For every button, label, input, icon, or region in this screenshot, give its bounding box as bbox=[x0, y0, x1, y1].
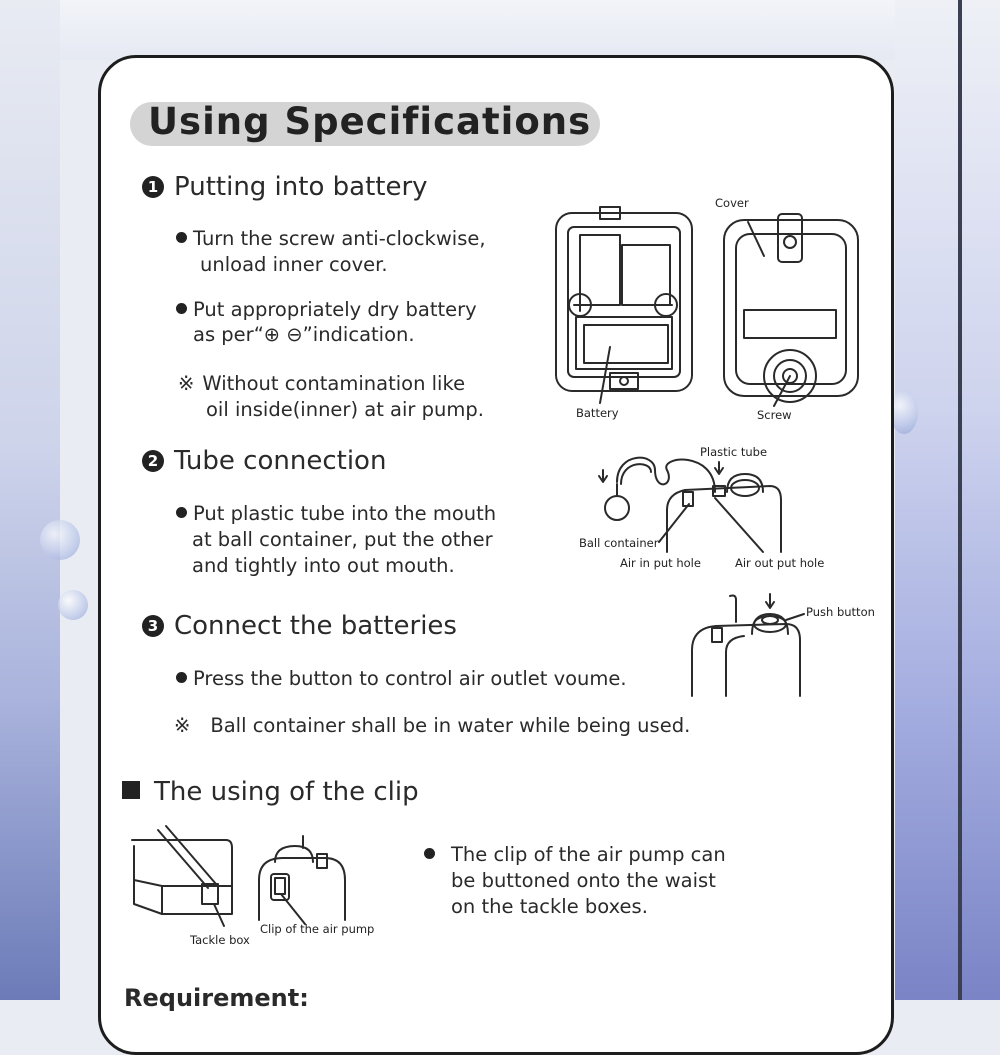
label-push-button: Push button bbox=[806, 605, 875, 619]
section3-number: 3 bbox=[142, 615, 164, 637]
section2-line1 bbox=[176, 501, 496, 527]
section1-note bbox=[178, 371, 465, 397]
section1-bullet1-line1: Turn the screw anti-clockwise, bbox=[193, 227, 486, 250]
section2-heading-text: Tube connection bbox=[174, 446, 387, 476]
bullet-dot-icon bbox=[424, 848, 435, 859]
bullet-dot-icon bbox=[176, 672, 187, 683]
clip-line3: on the tackle boxes. bbox=[451, 895, 648, 918]
label-air-out: Air out put hole bbox=[735, 556, 825, 570]
clip-line1 bbox=[424, 842, 726, 868]
label-battery: Battery bbox=[576, 406, 619, 420]
section2-line1-text: Put plastic tube into the mouth bbox=[193, 502, 497, 525]
section1-bullet1 bbox=[176, 226, 486, 252]
label-plastic-tube: Plastic tube bbox=[700, 445, 768, 459]
section1-bullet2-line2: as per“⊕ ⊖”indication. bbox=[193, 323, 415, 346]
bullet-dot-icon bbox=[176, 507, 187, 518]
section1-bullet2-line1: Put appropriately dry battery bbox=[193, 298, 477, 321]
background-top bbox=[0, 0, 1000, 60]
section3-bullet bbox=[176, 666, 627, 692]
clip-section-heading-text: The using of the clip bbox=[154, 777, 419, 807]
battery-cover-figure bbox=[720, 212, 865, 402]
decorative-bubble bbox=[890, 390, 918, 434]
section1-heading-text: Putting into battery bbox=[174, 172, 428, 202]
section3-bullet-text: Press the button to control air outlet voume. bbox=[193, 667, 627, 690]
section1-number: 1 bbox=[142, 176, 164, 198]
label-clip: Clip of the air pump bbox=[260, 922, 375, 936]
label-ball-container: Ball container bbox=[579, 536, 659, 550]
section1-note-line1: Without contamination like bbox=[202, 372, 466, 395]
section2-heading bbox=[142, 446, 386, 476]
label-air-in: Air in put hole bbox=[620, 556, 701, 570]
section2-line2: at ball container, put the other bbox=[192, 528, 493, 551]
label-screw: Screw bbox=[757, 408, 792, 422]
section1-bullet1-line2: unload inner cover. bbox=[200, 253, 388, 276]
box-edge bbox=[958, 0, 962, 1000]
square-bullet-icon bbox=[122, 781, 140, 799]
section1-heading bbox=[142, 172, 428, 202]
page-title: Using Specifications bbox=[148, 100, 592, 143]
decorative-bubble bbox=[40, 520, 80, 560]
section1-bullet2 bbox=[176, 297, 477, 323]
requirement-heading-partial: Requirement: bbox=[124, 984, 309, 1012]
section2-number: 2 bbox=[142, 450, 164, 472]
bullet-dot-icon bbox=[176, 232, 187, 243]
note-mark-icon: ※ bbox=[178, 372, 195, 395]
bullet-dot-icon bbox=[176, 303, 187, 314]
note-mark-icon: ※ bbox=[174, 714, 191, 737]
clip-line2: be buttoned onto the waist bbox=[451, 869, 716, 892]
push-button-figure bbox=[690, 592, 810, 702]
background-left bbox=[0, 0, 60, 1000]
background-right bbox=[895, 0, 1000, 1000]
battery-compartment-figure bbox=[550, 205, 700, 395]
section1-note-line2: oil inside(inner) at air pump. bbox=[206, 398, 484, 421]
clip-line1-text: The clip of the air pump can bbox=[451, 843, 726, 866]
tackle-box-figure bbox=[128, 826, 238, 926]
clip-section-heading bbox=[122, 777, 419, 807]
label-cover: Cover bbox=[715, 196, 749, 210]
section2-line3: and tightly into out mouth. bbox=[192, 554, 455, 577]
section3-heading bbox=[142, 611, 457, 641]
section3-note bbox=[174, 713, 690, 739]
section3-note-text: Ball container shall be in water while being used. bbox=[210, 714, 691, 737]
decorative-bubble bbox=[58, 590, 88, 620]
section3-heading-text: Connect the batteries bbox=[174, 611, 457, 641]
label-tackle-box: Tackle box bbox=[190, 933, 250, 947]
clip-figure bbox=[255, 836, 350, 926]
